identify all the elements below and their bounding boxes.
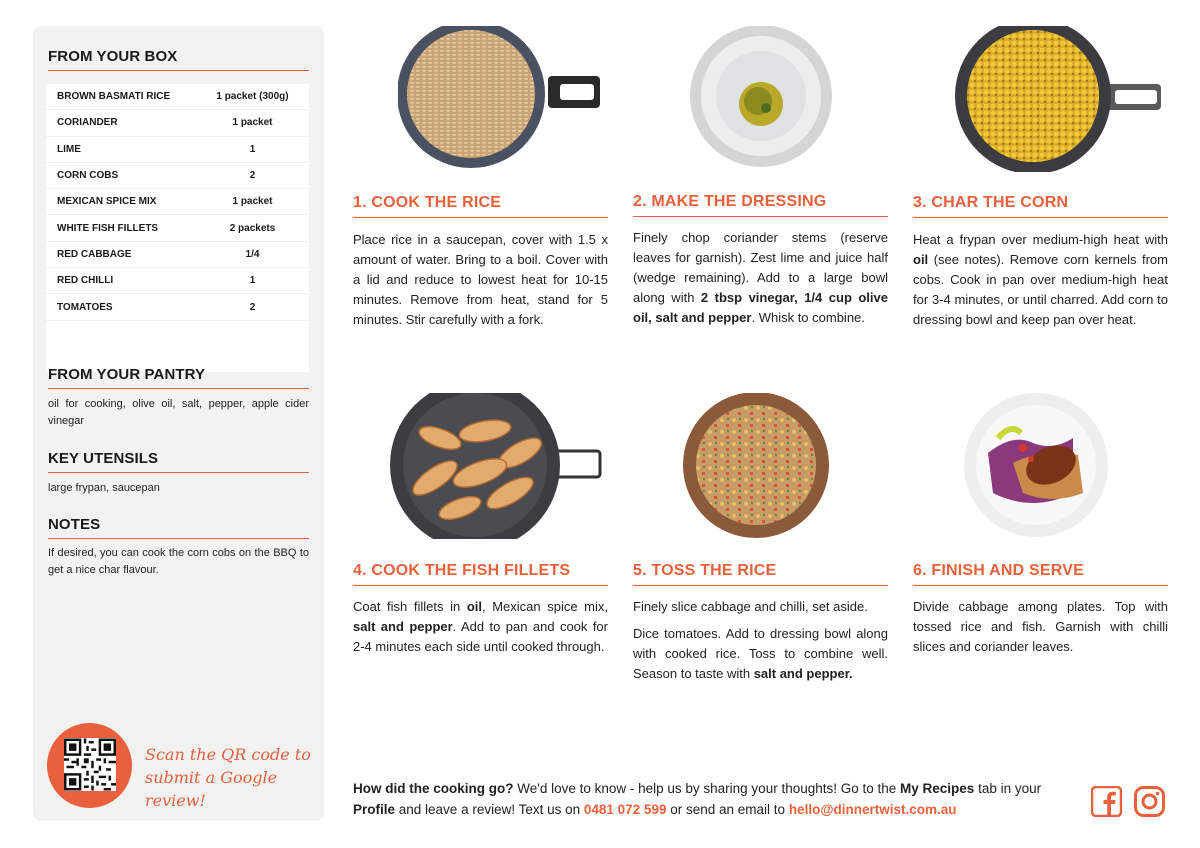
table-row [46,215,309,241]
step-1-title: 1. COOK THE RICE [353,194,608,218]
step-5-title: 5. TOSS THE RICE [633,562,888,586]
step-3-body [913,230,1168,330]
step-6-paragraph: Divide cabbage among plates. Top with tossed rice and fish. Garnish with chilli slices and coriander leaves. [913,599,1168,654]
ingredient-name: TOMATOES [57,301,113,313]
bold-text: My Recipes [900,781,975,796]
notes-title: NOTES [48,516,309,539]
bold-text: 2 tbsp vinegar, 1/4 cup olive oil, salt and pepper [633,290,888,325]
ingredient-quantity: 1 packet [232,196,273,208]
step-5-image [683,393,829,539]
ingredient-name: MEXICAN SPICE MIX [57,196,157,208]
step-5-body [633,597,888,684]
contact-link[interactable]: hello@dinnertwist.com.au [788,802,957,817]
step-2-title: 2. MAKE THE DRESSING [633,193,888,217]
table-row [46,137,309,163]
pantry-text: oil for cooking, olive oil, salt, pepper, apple cider vinegar [48,398,309,427]
qr-review-note [145,743,320,812]
table-row [46,189,309,215]
step-1-image [398,26,544,172]
bold-text: salt and pepper. [753,666,853,681]
ingredient-quantity: 1 [249,143,256,155]
step-5-paragraph-1: Finely slice cabbage and chilli, set aside. [633,599,868,614]
table-row [46,110,309,136]
step-2-body [633,228,888,328]
ingredient-name: WHITE FISH FILLETS [57,222,159,234]
qr-note-line-1: Scan the QR code to [145,745,311,764]
from-your-pantry-title: FROM YOUR PANTRY [48,366,309,389]
step-4-body [353,597,608,657]
utensils-text: large frypan, saucepan [48,482,160,494]
box-ingredients-table [46,84,309,372]
step-6-title: 6. FINISH AND SERVE [913,562,1168,586]
bold-text: salt and pepper [353,619,453,634]
step-4-title: 4. COOK THE FISH FILLETS [353,562,608,586]
bold-text: oil [466,599,482,614]
step-3-paragraph: Heat a frypan over medium-high heat with oil (see notes). Remove corn kernels from cobs. Cook in pan over medium-high heat for 3-4 minutes, or until charred. Add corn to dressing bowl and keep pan over heat. [913,232,1168,327]
instagram-icon[interactable] [1134,786,1165,817]
from-your-box-title: FROM YOUR BOX [48,48,309,71]
key-utensils-title: KEY UTENSILS [48,450,309,473]
step-6-image [963,393,1109,539]
ingredient-quantity: 1 packet [232,117,273,129]
ingredient-name: CORIANDER [57,117,118,129]
ingredient-quantity: 1 [249,275,256,287]
table-row [46,242,309,268]
step-3-title: 3. CHAR THE CORN [913,194,1168,218]
step-6-body [913,597,1168,657]
ingredient-name: RED CABBAGE [57,248,132,260]
ingredient-quantity: 2 [249,301,256,313]
facebook-icon[interactable] [1091,786,1122,817]
review-footer: How did the cooking go? We'd love to know - help us by sharing your thoughts! Go to the My Recipes tab in your Profile and leave a review! Text us on 0481 072 599 or send an email to hello@dinnertwist.com.au [353,781,1042,817]
step-2-paragraph: Finely chop coriander stems (reserve leaves for garnish). Zest lime and juice half (wedge remaining). Add to a large bowl along with 2 tbsp vinegar, 1/4 cup olive oil, salt and pepper. Whisk to combine. [633,230,888,325]
ingredient-quantity: 2 [249,170,256,182]
table-row [46,163,309,189]
ingredient-quantity: 2 packets [229,222,276,234]
bold-text: oil [913,252,929,267]
bold-text: How did the cooking go? [353,781,514,796]
ingredients-sidebar [33,26,324,821]
table-row [46,84,309,110]
step-4-paragraph: Coat fish fillets in oil, Mexican spice mix, salt and pepper. Add to pan and cook for 2-4 minutes each side until cooked through. [353,599,608,654]
qr-note-line-2: submit a Google review! [145,768,278,810]
ingredient-quantity: 1/4 [245,248,260,260]
qr-code-icon[interactable] [64,738,116,791]
table-row [46,294,309,320]
contact-link[interactable]: 0481 072 599 [583,802,667,817]
bold-text: Profile [353,802,396,817]
qr-code-badge[interactable] [47,723,132,808]
ingredient-quantity: 1 packet (300g) [216,91,289,103]
step-1-paragraph: Place rice in a saucepan, cover with 1.5 x amount of water. Bring to a boil. Cover with a lid and reduce to lowest heat for 10-15 minutes. Remove from heat, stand for 5 minutes. Stir carefully with a fork. [353,232,608,327]
step-1-body [353,230,608,330]
step-3-image [955,26,1101,172]
ingredient-name: LIME [57,143,81,155]
notes-text: If desired, you can cook the corn cobs on the BBQ to get a nice char flavour. [48,547,309,576]
ingredient-name: RED CHILLI [57,275,114,287]
table-row [46,268,309,294]
ingredient-name: CORN COBS [57,170,119,182]
step-5-paragraph-2: Dice tomatoes. Add to dressing bowl along with cooked rice. Toss to combine well. Season to taste with salt and pepper. [633,626,888,681]
ingredient-name: BROWN BASMATI RICE [57,91,171,103]
step-2-image [688,26,834,172]
step-4-image [390,393,536,539]
